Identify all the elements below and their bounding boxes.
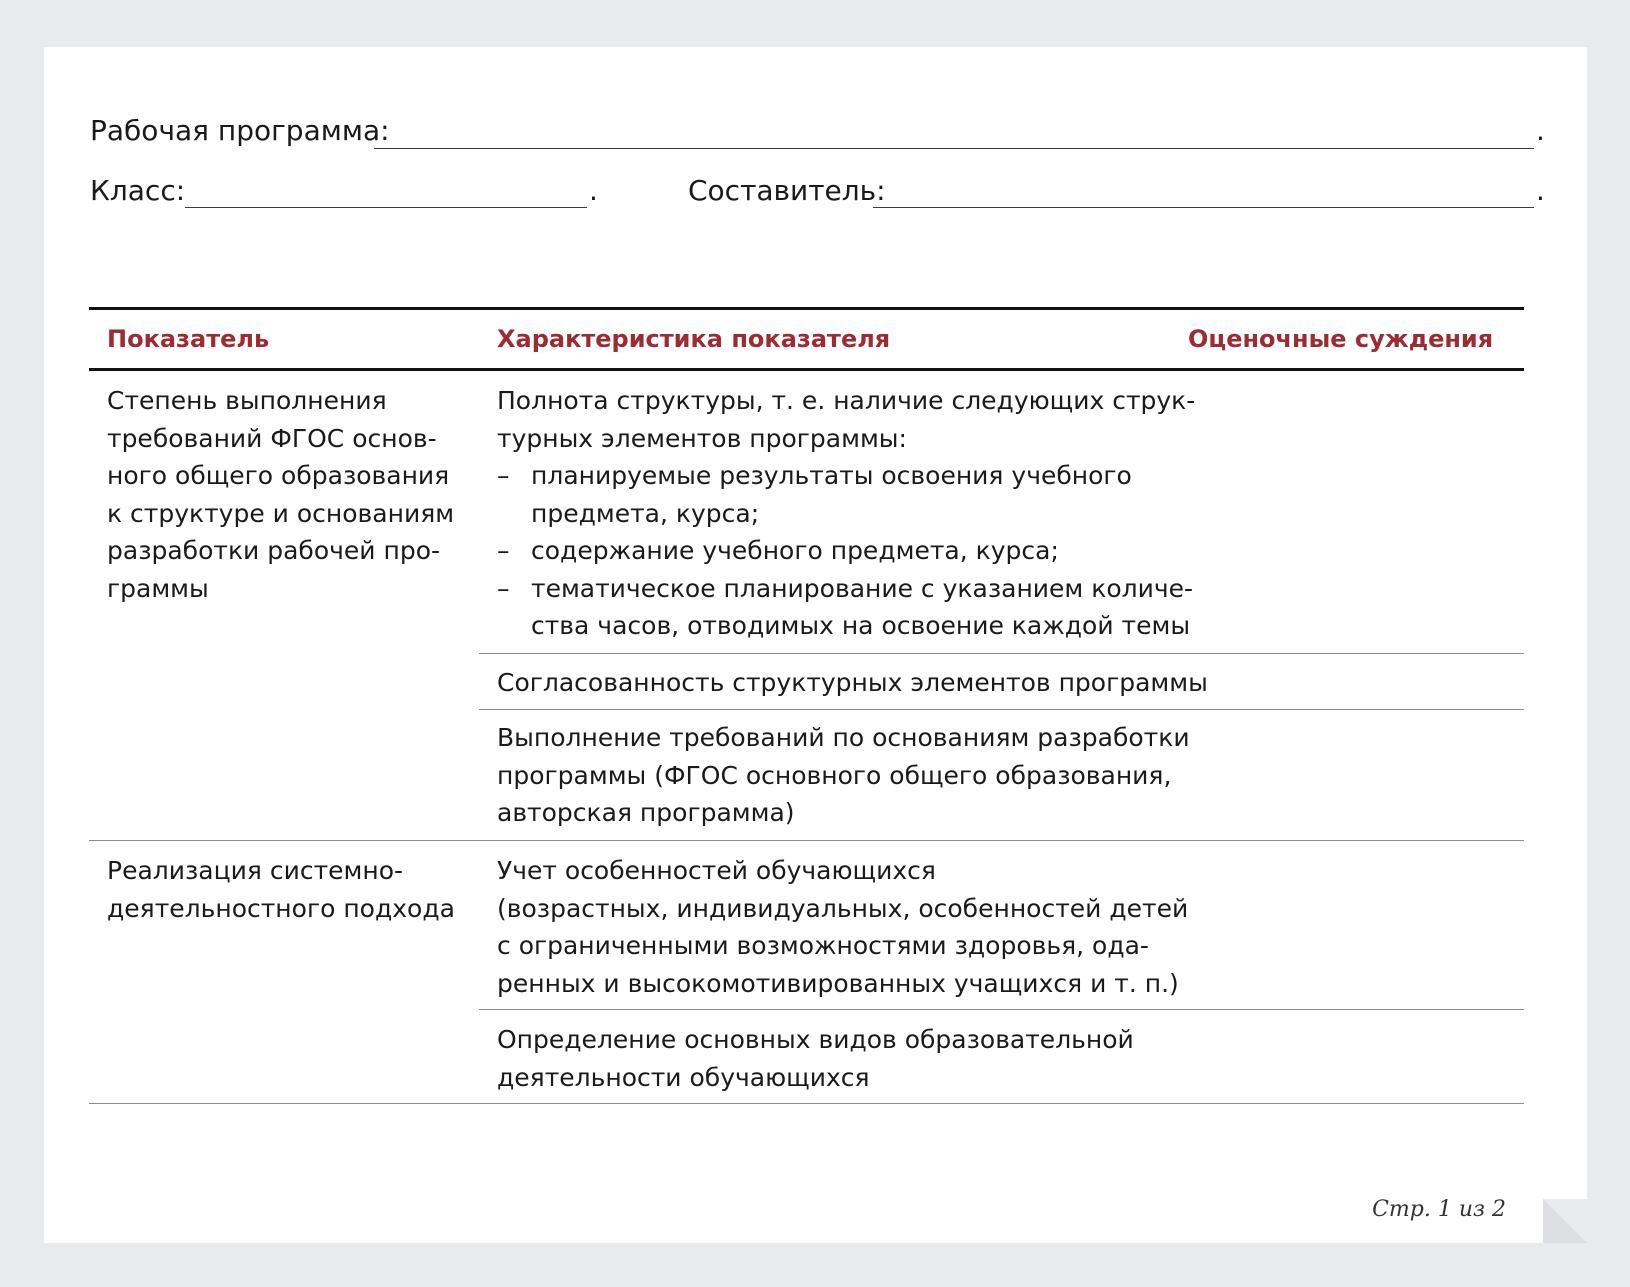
list-item — [497, 570, 1195, 645]
dash-bullet: – — [497, 461, 510, 490]
author-field-end: . — [1536, 174, 1545, 207]
indicator-cell — [107, 852, 455, 927]
list-item — [497, 457, 1195, 532]
text-line: авторская программа) — [497, 798, 795, 827]
text-line: ного общего образования — [107, 461, 450, 490]
text-line: Выполнение требований по основаниям разработки — [497, 723, 1190, 752]
characteristic-cell — [497, 382, 1195, 645]
row-divider — [479, 653, 1524, 654]
text-line: планируемые результаты освоения учебного — [531, 461, 1132, 490]
text-line: Полнота структуры, т. е. наличие следующих струк- — [497, 386, 1196, 415]
row-divider — [479, 1009, 1524, 1010]
text-line: Согласованность структурных элементов программы — [497, 668, 1208, 697]
row-divider — [479, 709, 1524, 710]
text-line: ства часов, отводимых на освоение каждой темы — [531, 611, 1191, 640]
program-field-end: . — [1536, 114, 1545, 147]
text-line: содержание учебного предмета, курса; — [531, 536, 1059, 565]
characteristic-cell — [497, 852, 1188, 1002]
text-line: разработки рабочей про- — [107, 536, 441, 565]
text-line: требований ФГОС основ- — [107, 423, 437, 453]
class-field[interactable] — [185, 207, 587, 208]
text-line: ренных и высокомотивированных учащихся и т. п.) — [497, 968, 1179, 998]
dash-bullet: – — [497, 536, 510, 565]
program-label: Рабочая программа: — [90, 114, 390, 147]
text-line: с ограниченными возможностями здоровья, ода- — [497, 931, 1149, 960]
table-header-rule — [89, 368, 1524, 371]
class-label: Класс: — [90, 174, 186, 207]
text-line: деятельностного подхода — [107, 893, 455, 923]
class-field-end: . — [589, 174, 598, 207]
text-line: Степень выполнения — [107, 386, 387, 415]
characteristic-cell — [497, 664, 1208, 702]
text-line: Реализация системно- — [107, 856, 404, 885]
author-field[interactable] — [873, 207, 1534, 208]
list-item — [497, 532, 1195, 570]
table-bottom-rule — [89, 1103, 1524, 1104]
text-line: (возрастных, индивидуальных, особенностей детей — [497, 893, 1189, 923]
dash-bullet: – — [497, 573, 510, 603]
header-characteristic: Характеристика показателя — [497, 325, 891, 353]
page-number: Стр. 1 из 2 — [1372, 1197, 1506, 1222]
table-top-rule — [89, 307, 1524, 310]
text-line: тематическое планирование с указанием количе- — [531, 573, 1194, 603]
page-fold-corner — [1543, 1199, 1587, 1243]
row-divider — [89, 840, 1524, 841]
text-line: Определение основных видов образовательной — [497, 1025, 1134, 1054]
indicator-cell — [107, 382, 454, 607]
text-line: граммы — [107, 573, 209, 603]
characteristic-cell — [497, 1021, 1134, 1096]
text-line: программы (ФГОС основного общего образования, — [497, 760, 1172, 790]
program-field[interactable] — [374, 148, 1534, 149]
text-line: турных элементов программы: — [497, 423, 907, 453]
header-indicator: Показатель — [107, 325, 270, 353]
text-line: Учет особенностей обучающихся — [497, 856, 936, 885]
header-assessment: Оценочные суждения — [1188, 325, 1494, 353]
author-label: Составитель: — [688, 174, 886, 207]
characteristic-cell — [497, 719, 1190, 832]
text-line: деятельности обучающихся — [497, 1062, 870, 1092]
text-line: к структуре и основаниям — [107, 498, 455, 528]
text-line: предмета, курса; — [531, 498, 760, 528]
